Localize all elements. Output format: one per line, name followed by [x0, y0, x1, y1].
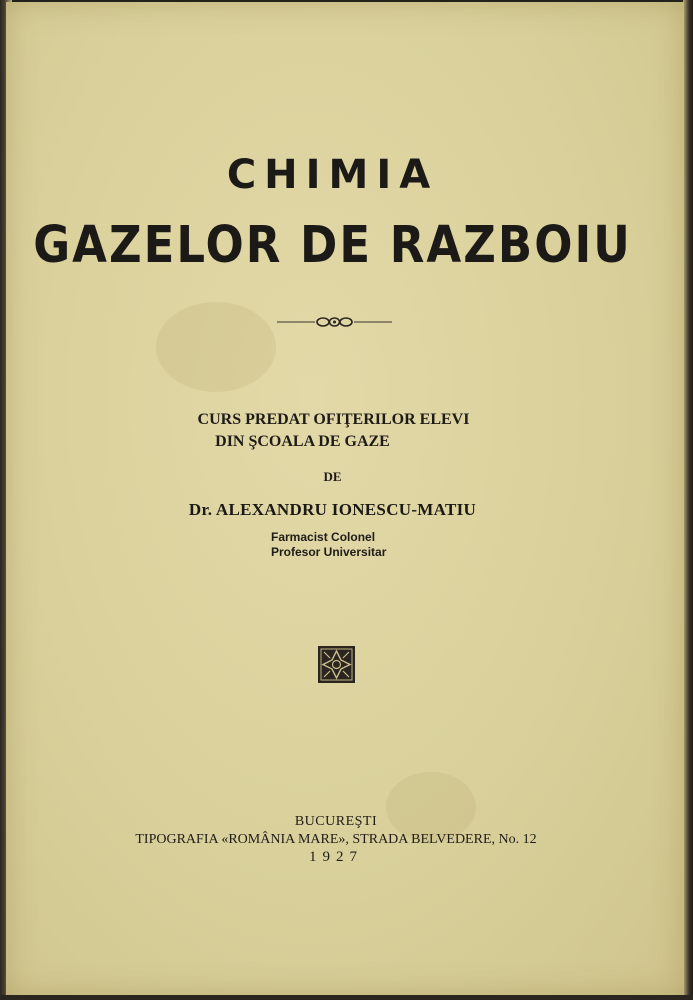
author-title-1: Farmacist Colonel [271, 530, 376, 544]
by-line: DE [323, 469, 342, 484]
title-line-2: GAZELOR DE RAZBOIU [33, 214, 632, 275]
subtitle-line-2: DIN ŞCOALA DE GAZE [215, 433, 390, 450]
author-title-2: Profesor Universitar [271, 545, 387, 559]
imprint-city: BUCUREŞTI [294, 814, 378, 829]
subtitle-line-1: CURS PREDAT OFIŢERILOR ELEVI [197, 411, 470, 428]
right-page-edge [683, 0, 693, 1000]
bottom-page-edge [0, 995, 693, 1000]
author-name: Dr. ALEXANDRU IONESCU-MATIU [188, 500, 477, 519]
paper-stain [156, 302, 276, 392]
title-line-1: CHIMIA [226, 152, 439, 198]
imprint-publisher: TIPOGRAFIA «ROMÂNIA MARE», STRADA BELVEDERE, No. 12 [135, 832, 537, 847]
printer-emblem-icon [318, 646, 355, 683]
ornamental-divider-icon [277, 315, 392, 329]
imprint-year: 1927 [309, 849, 363, 865]
